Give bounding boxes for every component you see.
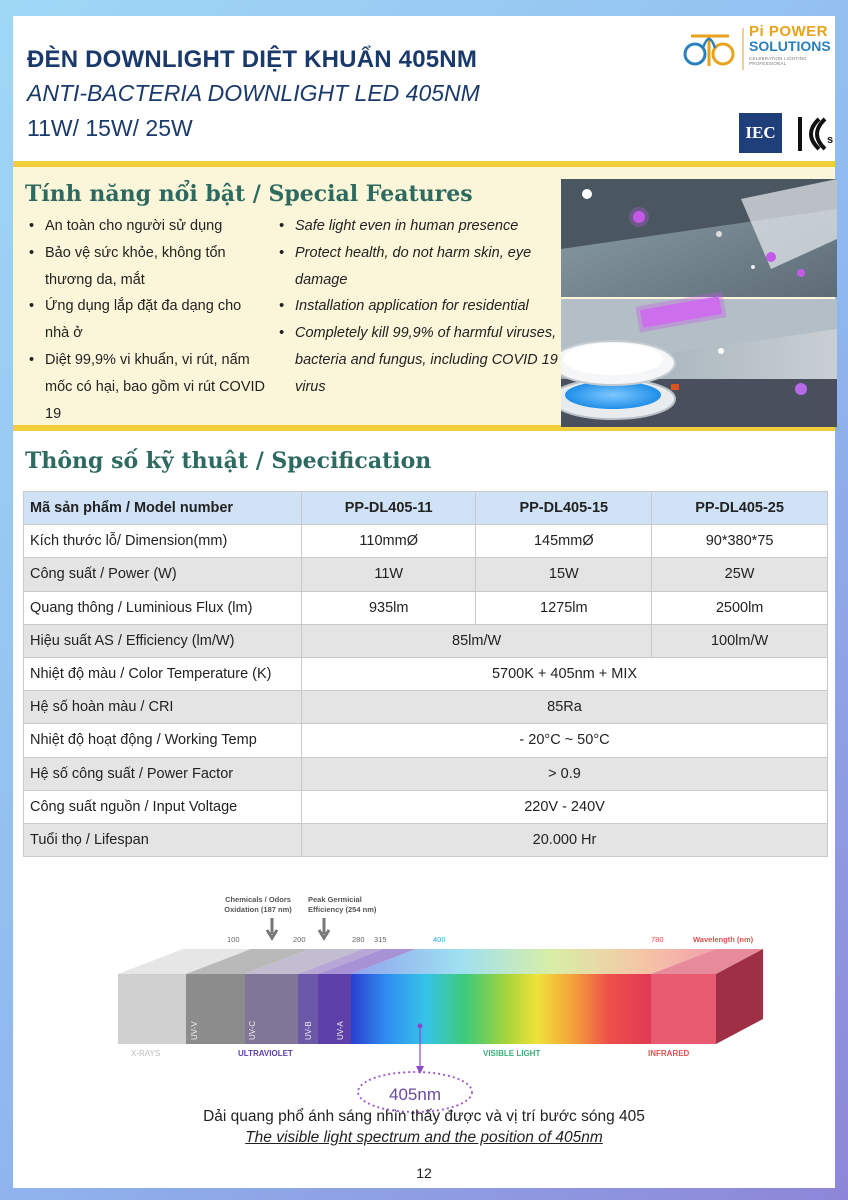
cell: 20.000 Hr [302,823,828,856]
cell: 145mmØ [476,525,652,558]
cell: 25W [652,558,828,591]
features-heading: Tính năng nổi bật / Special Features [25,181,473,207]
band-label-uvv: UV-V [190,1021,199,1040]
cell: 15W [476,558,652,591]
arrow-down-icon [319,918,329,938]
cell: > 0.9 [302,757,828,790]
feature-item: • An toàn cho người sử dụng [27,213,267,240]
specification-heading: Thông số kỹ thuật / Specification [25,448,432,474]
row-label: Nhiệt độ hoạt động / Working Temp [24,724,302,757]
annotation-oxidation: Chemicals / Odors [225,895,291,904]
page [13,16,835,1188]
column-header: PP-DL405-15 [476,492,652,525]
features-list-english [277,213,567,401]
cell: 85lm/W [302,624,652,657]
cell: 85Ra [302,691,828,724]
annotation-germicidal: Efficiency (254 nm) [308,905,377,914]
table-row [24,525,828,558]
row-label: Hiệu suất AS / Efficiency (lm/W) [24,624,302,657]
table-row [24,757,828,790]
arrow-down-icon [267,918,277,938]
caption-vietnamese: Dải quang phổ ánh sáng nhìn thấy được và vị trí bước sóng 405 [203,1108,645,1125]
features-list-vietnamese [27,213,267,427]
column-header: Mã sản phẩm / Model number [24,492,302,525]
cell: 1275lm [476,591,652,624]
tick-label: 315 [374,935,387,944]
row-label: Tuổi thọ / Lifespan [24,823,302,856]
region-label-ultraviolet: ULTRAVIOLET [238,1049,293,1058]
cell: 100lm/W [652,624,828,657]
row-label: Công suất nguồn / Input Voltage [24,790,302,823]
region-label-infrared: INFRARED [648,1049,690,1058]
table-row [24,624,828,657]
tick-label: 280 [352,935,365,944]
logo-tagline: CELEBRATION LIGHTING PROFESSIONAL [749,56,807,66]
cell: 2500lm [652,591,828,624]
row-label: Quang thông / Luminious Flux (lm) [24,591,302,624]
table-row [24,790,828,823]
wattage-options: 11W/ 15W/ 25W [27,115,193,141]
table-row [24,591,828,624]
region-label-xrays: X-RAYS [131,1049,161,1058]
annotation-oxidation: Oxidation (187 nm) [224,905,292,914]
annotation-germicidal: Peak Germicial [308,895,362,904]
feature-item: • Ứng dụng lắp đặt đa dạng cho nhà ở [27,293,267,347]
caption-english: The visible light spectrum and the position of 405nm [245,1129,603,1146]
kcs-certification-icon [795,113,835,155]
table-row [24,823,828,856]
tick-label: 400 [433,935,446,944]
column-header: PP-DL405-11 [302,492,476,525]
title-english: ANTI-BACTERIA DOWNLIGHT LED 405NM [27,80,480,106]
table-row [24,657,828,690]
region-label-visible: VISIBLE LIGHT [483,1049,541,1058]
band-label-uvc: UV-C [248,1020,257,1040]
row-label: Kích thước lỗ/ Dimension(mm) [24,525,302,558]
band-label-uva: UV-A [336,1021,345,1040]
row-label: Hệ số hoàn màu / CRI [24,691,302,724]
product-photo [561,179,837,427]
band-label-uvb: UV-B [304,1021,313,1040]
table-header-row [24,492,828,525]
cell: 90*380*75 [652,525,828,558]
feature-item: • Safe light even in human presence [277,213,567,240]
logo-text-bottom: SOLUTIONS [749,38,831,54]
feature-item: • Bảo vệ sức khỏe, không tổn thương da, mắt [27,240,267,294]
feature-item: • Diệt 99,9% vi khuẩn, vi rút, nấm mốc có hại, bao gồm vi rút COVID 19 [27,347,267,427]
axis-label: Wavelength (nm) [693,935,754,944]
tick-label: 780 [651,935,664,944]
cell: 5700K + 405nm + MIX [302,657,828,690]
row-label: Hệ số công suất / Power Factor [24,757,302,790]
title-vietnamese: ĐÈN DOWNLIGHT DIỆT KHUẨN 405NM [27,46,478,73]
table-row [24,724,828,757]
cell: 11W [302,558,476,591]
tick-label: 100 [227,935,240,944]
feature-item: • Installation application for residential [277,293,567,320]
svg-text:s: s [827,134,834,146]
page-number: 12 [416,1165,432,1181]
cell: 935lm [302,591,476,624]
cell: 220V - 240V [302,790,828,823]
feature-item: • Completely kill 99,9% of harmful viruses, bacteria and fungus, including COVID 19 virus [277,320,567,400]
light-spectrum-diagram [103,874,763,1114]
table-row [24,558,828,591]
column-header: PP-DL405-25 [652,492,828,525]
row-label: Công suất / Power (W) [24,558,302,591]
logo-text-top: Pi POWER [749,23,829,40]
405nm-label: 405nm [389,1085,441,1104]
tick-label: 200 [293,935,306,944]
cell: 110mmØ [302,525,476,558]
feature-item: • Protect health, do not harm skin, eye damage [277,240,567,294]
cell: - 20°C ~ 50°C [302,724,828,757]
iec-certification-icon: IEC [739,113,782,153]
row-label: Nhiệt độ màu / Color Temperature (K) [24,657,302,690]
table-row [24,691,828,724]
features-section [13,161,835,431]
specification-table [23,491,828,857]
